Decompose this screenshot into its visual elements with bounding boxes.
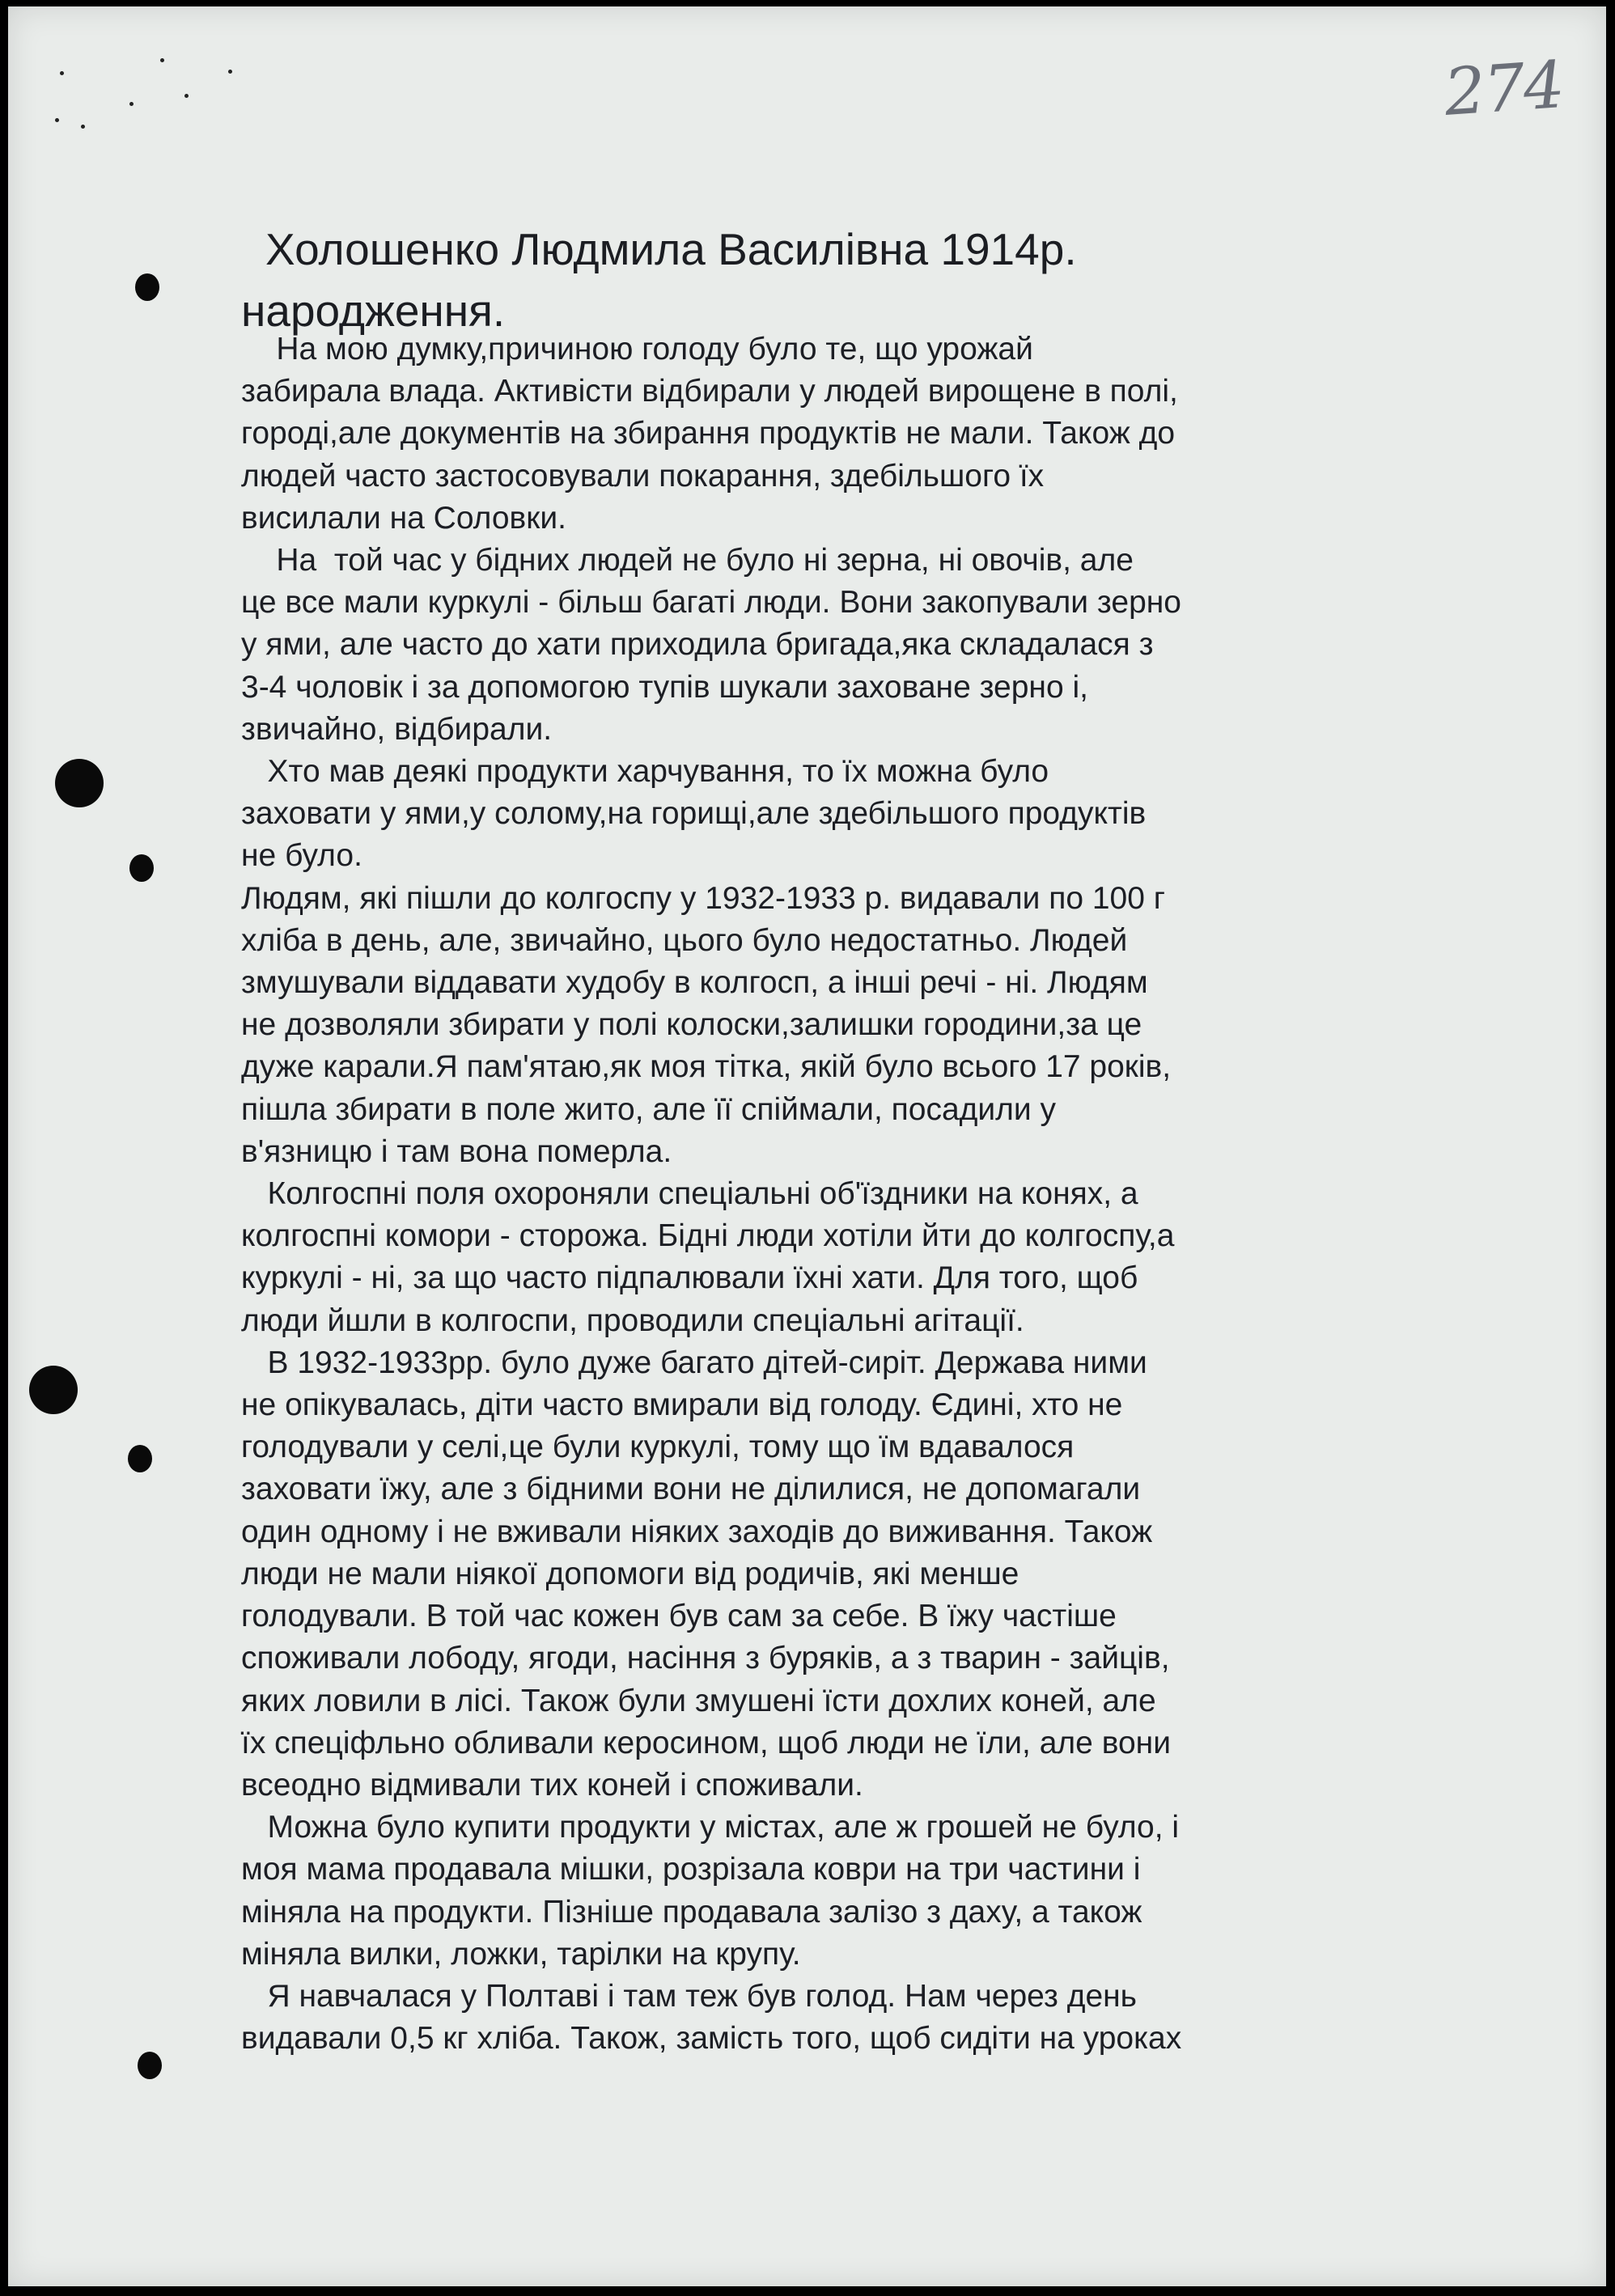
text-line: Я навчалася у Полтаві і там теж був голод. Нам через день	[241, 1978, 1138, 2014]
text-line: споживали лободу, ягоди, насіння з буряків, а з тварин - зайців,	[241, 1641, 1170, 1676]
text-line: видавали 0,5 кг хліба. Також, замість того, щоб сидіти на уроках	[241, 2021, 1182, 2057]
punch-hole	[29, 1366, 78, 1414]
text-line: пішла збирати в поле жито, але її спіймали, посадили у	[241, 1091, 1057, 1127]
punch-hole	[135, 273, 159, 301]
text-line: міняла вилки, ложки, тарілки на крупу.	[241, 1936, 801, 1972]
text-line: Хто мав деякі продукти харчування, то їх можна було	[241, 754, 1049, 790]
handwritten-page-number: 274	[1441, 46, 1566, 131]
text-line: всеодно відмивали тих коней і споживали.	[241, 1767, 863, 1802]
text-line: заховати їжу, але з бідними вони не ділилися, не допомагали	[241, 1472, 1141, 1507]
text-line: моя мама продавала мішки, розрізала коври на три частини і	[241, 1852, 1141, 1887]
text-line: дуже карали.Я пам'ятаю,як моя тітка, якій було всього 17 років,	[241, 1049, 1172, 1085]
punch-hole	[128, 1445, 152, 1472]
text-line: колгоспні комори - сторожа. Бідні люди хотіли йти до колгоспу,а	[241, 1218, 1175, 1254]
text-line: це все мали куркулі - більш багаті люди. Вони закопували зерно	[241, 585, 1181, 621]
body-text	[241, 328, 1382, 2060]
text-line: Колгоспні поля охороняли спеціальні об'їздники на конях, а	[241, 1176, 1138, 1212]
text-line: один одному і не вживали ніяких заходів до виживання. Також	[241, 1514, 1153, 1549]
text-line: Можна було купити продукти у містах, але ж грошей не було, і	[241, 1810, 1180, 1845]
text-line: заховати у ями,у солому,на горищі,але здебільшого продуктів	[241, 796, 1147, 832]
title-line-2: народження.	[241, 286, 506, 336]
text-line: змушували віддавати худобу в колгосп, а інші речі - ні. Людям	[241, 965, 1148, 1001]
text-line: Людям, які пішли до колгоспу у 1932-1933 р. видавали по 100 г	[241, 880, 1165, 916]
text-line: людей часто застосовували покарання, здебільшого їх	[241, 458, 1045, 494]
text-line: городі,але документів на збирання продуктів не мали. Також до	[241, 416, 1176, 451]
text-line: у ями, але часто до хати приходила бригада,яка складалася з	[241, 627, 1154, 663]
punch-hole	[138, 2052, 162, 2079]
text-line: не дозволяли збирати у полі колоски,залишки городини,за це	[241, 1007, 1142, 1043]
punch-hole	[129, 854, 154, 882]
text-line: забирала влада. Активісти відбирали у людей вирощене в полі,	[241, 374, 1178, 409]
text-line: не було.	[241, 838, 362, 874]
text-line: голодували. В той час кожен був сам за себе. В їжу частіше	[241, 1599, 1117, 1634]
text-line: яких ловили в лісі. Також були змушені їсти дохлих коней, але	[241, 1683, 1156, 1718]
text-line: міняла на продукти. Пізніше продавала залізо з даху, а також	[241, 1894, 1142, 1930]
text-line: голодували у селі,це були куркулі, тому що їм вдавалося	[241, 1430, 1075, 1465]
text-line: не опікувалась, діти часто вмирали від голоду. Єдині, хто не	[241, 1387, 1123, 1423]
text-line: їх спеціфльно обливали керосином, щоб люди не їли, але вони	[241, 1725, 1171, 1760]
text-line: хліба в день, але, звичайно, цього було недостатньо. Людей	[241, 922, 1128, 958]
title-line-1: Холошенко Людмила Василівна 1914р.	[265, 224, 1077, 274]
document-title	[241, 218, 1536, 341]
text-line: люди йшли в колгоспи, проводили спеціальні агітації.	[241, 1303, 1024, 1338]
text-line: люди не мали ніякої допомоги від родичів, які менше	[241, 1556, 1019, 1591]
text-line: На мою думку,причиною голоду було те, що урожай	[241, 332, 1033, 366]
text-line: в'язницю і там вона померла.	[241, 1133, 672, 1169]
text-line: висилали на Соловки.	[241, 500, 566, 536]
text-line: звичайно, відбирали.	[241, 711, 553, 747]
text-line: куркулі - ні, за що часто підпалювали їхні хати. Для того, щоб	[241, 1260, 1138, 1296]
punch-hole	[55, 759, 104, 807]
text-line: На той час у бідних людей не було ні зерна, ні овочів, але	[241, 543, 1134, 578]
text-line: В 1932-1933рр. було дуже багато дітей-сиріт. Держава ними	[241, 1345, 1147, 1380]
document-page	[8, 6, 1606, 2286]
text-line: 3-4 чоловік і за допомогою тупів шукали заховане зерно і,	[241, 669, 1088, 705]
